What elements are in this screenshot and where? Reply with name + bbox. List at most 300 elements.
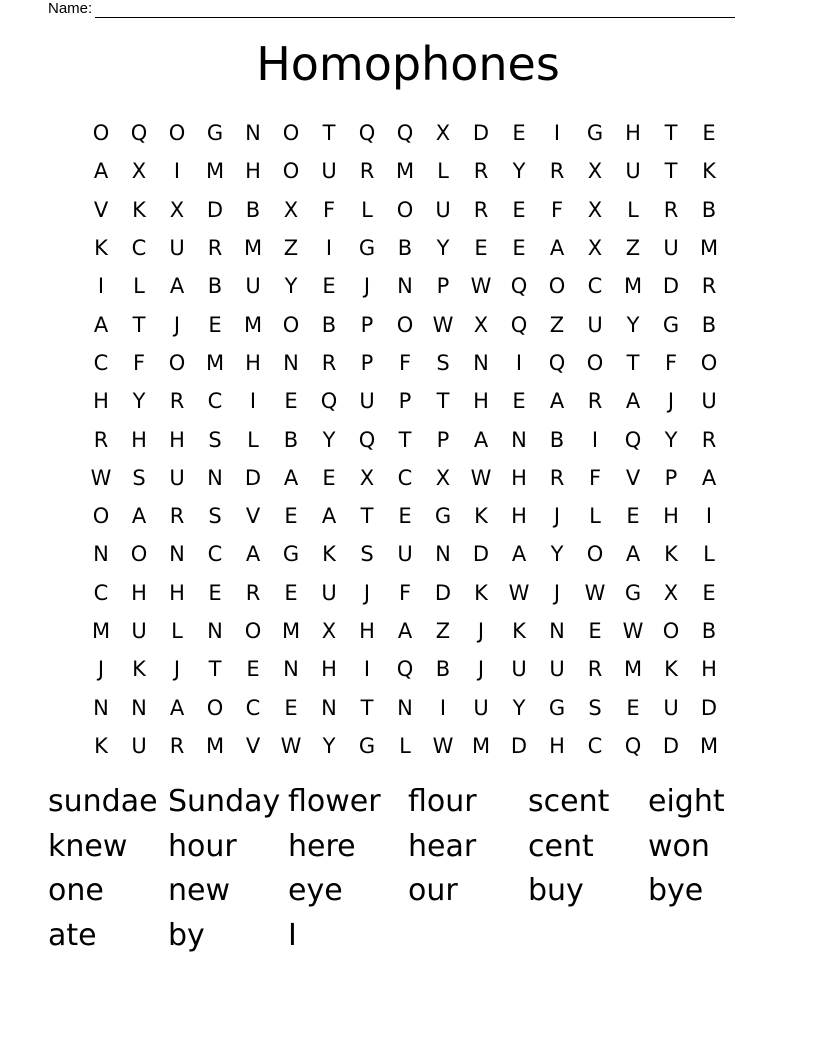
grid-letter: H <box>245 350 261 375</box>
grid-letter: U <box>131 619 147 643</box>
grid-letter: U <box>625 159 641 184</box>
grid-row <box>82 535 728 573</box>
word-list-item: flour <box>408 784 477 819</box>
grid-letter: F <box>398 350 412 375</box>
grid-letter: H <box>93 389 109 414</box>
grid-letter: L <box>627 197 639 222</box>
grid-letter: N <box>283 657 299 682</box>
grid-letter: B <box>701 619 717 643</box>
grid-letter: I <box>553 121 561 146</box>
grid-letter: Q <box>358 427 376 452</box>
grid-letter: H <box>169 580 185 605</box>
grid-letter: Y <box>322 733 336 758</box>
grid-row <box>82 114 728 152</box>
grid-letter: O <box>586 350 604 375</box>
grid-letter: B <box>435 657 451 682</box>
grid-letter: T <box>626 350 640 375</box>
grid-letter: B <box>701 197 717 222</box>
grid-letter: K <box>322 542 336 567</box>
grid-row <box>82 382 728 420</box>
grid-letter: W <box>584 580 606 605</box>
grid-letter: K <box>664 542 678 567</box>
grid-letter: R <box>549 159 565 184</box>
grid-letter: G <box>282 542 300 567</box>
grid-letter: I <box>705 504 713 529</box>
word-list-item: here <box>288 828 356 864</box>
grid-letter: T <box>208 657 222 682</box>
grid-letter: O <box>282 312 300 337</box>
grid-letter: A <box>93 159 109 184</box>
grid-row <box>82 727 728 765</box>
grid-letter: N <box>131 695 147 720</box>
grid-letter: N <box>245 121 261 146</box>
grid-letter: C <box>587 733 603 758</box>
grid-letter: A <box>397 619 413 643</box>
grid-letter: J <box>667 389 675 414</box>
grid-letter: W <box>470 274 492 299</box>
grid-letter: J <box>363 580 371 605</box>
grid-letter: U <box>549 657 565 682</box>
grid-row <box>82 688 728 726</box>
grid-letter: D <box>510 733 528 758</box>
grid-letter: G <box>624 580 642 605</box>
grid-letter: U <box>321 580 337 605</box>
name-field <box>48 0 735 18</box>
grid-letter: H <box>245 159 261 184</box>
grid-letter: K <box>474 580 488 605</box>
grid-letter: D <box>700 695 718 720</box>
grid-letter: M <box>205 159 225 184</box>
name-label: Name: <box>48 0 93 17</box>
grid-letter: C <box>245 695 261 720</box>
grid-letter: E <box>702 580 716 605</box>
grid-letter: U <box>359 389 375 414</box>
grid-letter: K <box>664 657 678 682</box>
grid-letter: D <box>206 197 224 222</box>
grid-letter: B <box>207 274 223 299</box>
grid-letter: N <box>207 465 223 490</box>
grid-letter: K <box>132 657 146 682</box>
grid-letter: N <box>473 350 489 375</box>
grid-letter: F <box>664 350 678 375</box>
grid-letter: X <box>283 197 299 222</box>
grid-letter: R <box>93 427 109 452</box>
grid-letter: V <box>245 504 261 529</box>
grid-letter: Q <box>624 427 642 452</box>
grid-letter: M <box>395 159 415 184</box>
grid-letter: G <box>206 121 224 146</box>
grid-letter: R <box>587 389 603 414</box>
grid-letter: N <box>93 542 109 567</box>
grid-letter: A <box>169 274 185 299</box>
grid-letter: Q <box>510 274 528 299</box>
grid-letter: M <box>243 236 263 261</box>
grid-letter: G <box>434 504 452 529</box>
grid-letter: R <box>701 427 717 452</box>
grid-letter: E <box>322 465 336 490</box>
grid-letter: L <box>703 542 715 567</box>
grid-letter: T <box>436 389 450 414</box>
grid-letter: Y <box>436 236 450 261</box>
grid-letter: N <box>207 619 223 643</box>
grid-letter: U <box>321 159 337 184</box>
grid-letter: B <box>701 312 717 337</box>
grid-letter: O <box>396 197 414 222</box>
grid-letter: Y <box>322 427 336 452</box>
grid-letter: A <box>625 542 641 567</box>
grid-row <box>82 574 728 612</box>
grid-letter: H <box>511 504 527 529</box>
grid-letter: R <box>473 197 489 222</box>
grid-row <box>82 459 728 497</box>
grid-letter: H <box>169 427 185 452</box>
grid-letter: U <box>511 657 527 682</box>
grid-letter: E <box>208 312 222 337</box>
grid-letter: A <box>701 465 717 490</box>
grid-letter: Y <box>626 312 640 337</box>
grid-letter: A <box>549 236 565 261</box>
word-list-item: by <box>168 917 205 953</box>
grid-letter: E <box>246 657 260 682</box>
grid-letter: X <box>321 619 337 643</box>
grid-letter: E <box>512 236 526 261</box>
grid-letter: Y <box>284 274 298 299</box>
grid-letter: N <box>511 427 527 452</box>
grid-letter: D <box>244 465 262 490</box>
grid-letter: B <box>245 197 261 222</box>
grid-letter: A <box>549 389 565 414</box>
word-list-item: sundae <box>48 784 158 819</box>
grid-letter: N <box>283 350 299 375</box>
grid-letter: H <box>663 504 679 529</box>
grid-letter: F <box>588 465 602 490</box>
grid-letter: P <box>360 312 374 337</box>
grid-letter: O <box>586 542 604 567</box>
grid-letter: E <box>512 121 526 146</box>
grid-letter: K <box>94 733 108 758</box>
grid-letter: I <box>439 695 447 720</box>
grid-letter: I <box>173 159 181 184</box>
grid-letter: B <box>283 427 299 452</box>
grid-row <box>82 267 728 305</box>
grid-letter: W <box>432 733 454 758</box>
word-list-item: won <box>648 828 710 864</box>
grid-letter: J <box>97 657 105 682</box>
grid-letter: P <box>398 389 412 414</box>
grid-letter: Y <box>550 542 564 567</box>
page-title: Homophones <box>256 37 560 91</box>
grid-letter: N <box>321 695 337 720</box>
grid-letter: X <box>587 236 603 261</box>
grid-letter: H <box>131 427 147 452</box>
word-list-item: buy <box>528 873 584 908</box>
grid-letter: A <box>283 465 299 490</box>
grid-letter: O <box>396 312 414 337</box>
grid-letter: W <box>90 465 112 490</box>
grid-letter: C <box>207 542 223 567</box>
grid-letter: E <box>512 389 526 414</box>
grid-letter: P <box>436 274 450 299</box>
grid-letter: M <box>471 733 491 758</box>
grid-letter: E <box>512 197 526 222</box>
grid-letter: M <box>281 619 301 643</box>
grid-letter: O <box>282 159 300 184</box>
grid-letter: M <box>91 619 111 643</box>
grid-row <box>82 344 728 382</box>
grid-letter: E <box>626 504 640 529</box>
grid-row <box>82 497 728 535</box>
grid-letter: H <box>359 619 375 643</box>
grid-letter: I <box>591 427 599 452</box>
grid-letter: R <box>587 657 603 682</box>
grid-letter: H <box>321 657 337 682</box>
grid-letter: O <box>282 121 300 146</box>
grid-letter: F <box>398 580 412 605</box>
grid-letter: Q <box>396 657 414 682</box>
grid-letter: X <box>587 159 603 184</box>
grid-letter: O <box>168 121 186 146</box>
word-list-item: scent <box>528 784 610 819</box>
grid-letter: Y <box>512 695 526 720</box>
grid-letter: W <box>622 619 644 643</box>
grid-letter: F <box>322 197 336 222</box>
grid-letter: G <box>358 236 376 261</box>
word-list-item: cent <box>528 828 594 864</box>
grid-letter: B <box>321 312 337 337</box>
grid-letter: N <box>435 542 451 567</box>
grid-letter: T <box>398 427 412 452</box>
grid-letter: Z <box>549 312 565 337</box>
grid-letter: O <box>662 619 680 643</box>
word-list-item: one <box>48 873 104 908</box>
grid-letter: U <box>663 695 679 720</box>
grid-row <box>82 420 728 458</box>
grid-letter: C <box>397 465 413 490</box>
grid-letter: C <box>93 580 109 605</box>
grid-row <box>82 612 728 650</box>
grid-letter: M <box>699 236 719 261</box>
grid-letter: X <box>359 465 375 490</box>
grid-letter: J <box>363 274 371 299</box>
grid-letter: R <box>359 159 375 184</box>
grid-letter: Z <box>625 236 641 261</box>
grid-letter: W <box>280 733 302 758</box>
grid-letter: P <box>436 427 450 452</box>
grid-letter: R <box>169 504 185 529</box>
grid-letter: K <box>474 504 488 529</box>
grid-letter: E <box>398 504 412 529</box>
grid-row <box>82 152 728 190</box>
grid-letter: A <box>625 389 641 414</box>
grid-letter: Y <box>664 427 678 452</box>
word-list-item: ate <box>48 917 97 953</box>
grid-letter: L <box>589 504 601 529</box>
grid-letter: M <box>243 312 263 337</box>
grid-letter: V <box>625 465 641 490</box>
grid-letter: C <box>93 350 109 375</box>
grid-letter: O <box>92 121 110 146</box>
grid-letter: S <box>208 427 222 452</box>
grid-letter: X <box>169 197 185 222</box>
grid-letter: E <box>474 236 488 261</box>
grid-letter: U <box>245 274 261 299</box>
grid-letter: K <box>132 197 146 222</box>
grid-letter: U <box>473 695 489 720</box>
grid-letter: X <box>663 580 679 605</box>
grid-letter: V <box>245 733 261 758</box>
grid-letter: Q <box>320 389 338 414</box>
grid-letter: O <box>548 274 566 299</box>
grid-letter: F <box>132 350 146 375</box>
grid-letter: O <box>244 619 262 643</box>
grid-letter: H <box>473 389 489 414</box>
grid-letter: U <box>397 542 413 567</box>
grid-letter: O <box>206 695 224 720</box>
grid-letter: Y <box>132 389 146 414</box>
grid-letter: U <box>169 236 185 261</box>
grid-letter: O <box>168 350 186 375</box>
grid-letter: I <box>325 236 333 261</box>
grid-letter: W <box>432 312 454 337</box>
grid-letter: W <box>470 465 492 490</box>
grid-letter: L <box>133 274 145 299</box>
grid-letter: G <box>548 695 566 720</box>
grid-letter: L <box>247 427 259 452</box>
grid-letter: V <box>93 197 109 222</box>
grid-letter: U <box>169 465 185 490</box>
grid-letter: M <box>205 350 225 375</box>
grid-letter: G <box>586 121 604 146</box>
grid-letter: R <box>549 465 565 490</box>
grid-letter: W <box>508 580 530 605</box>
letter-grid <box>82 114 728 765</box>
grid-letter: I <box>363 657 371 682</box>
grid-letter: O <box>92 504 110 529</box>
grid-letter: T <box>360 504 374 529</box>
grid-letter: D <box>472 121 490 146</box>
grid-letter: K <box>94 236 108 261</box>
grid-letter: H <box>131 580 147 605</box>
grid-letter: L <box>399 733 411 758</box>
grid-letter: K <box>512 619 526 643</box>
word-list-item: eight <box>648 784 725 819</box>
word-list-item: Sunday <box>168 784 281 819</box>
grid-letter: J <box>477 619 485 643</box>
grid-letter: M <box>205 733 225 758</box>
word-list-item: our <box>408 873 458 908</box>
grid-letter: X <box>435 121 451 146</box>
word-list-item: hear <box>408 828 477 864</box>
word-list-item: knew <box>48 828 128 864</box>
grid-letter: E <box>322 274 336 299</box>
grid-letter: A <box>245 542 261 567</box>
grid-letter: H <box>511 465 527 490</box>
grid-letter: D <box>472 542 490 567</box>
grid-letter: Q <box>396 121 414 146</box>
grid-letter: E <box>284 389 298 414</box>
grid-letter: J <box>477 657 485 682</box>
grid-letter: N <box>397 274 413 299</box>
grid-letter: C <box>587 274 603 299</box>
grid-letter: U <box>587 312 603 337</box>
grid-letter: L <box>361 197 373 222</box>
grid-letter: S <box>436 350 450 375</box>
grid-letter: C <box>131 236 147 261</box>
grid-letter: S <box>208 504 222 529</box>
grid-letter: S <box>132 465 146 490</box>
grid-row <box>82 229 728 267</box>
grid-letter: R <box>245 580 261 605</box>
grid-letter: R <box>473 159 489 184</box>
grid-letter: Z <box>283 236 299 261</box>
grid-letter: K <box>702 159 716 184</box>
grid-letter: X <box>473 312 489 337</box>
grid-letter: Q <box>624 733 642 758</box>
grid-letter: U <box>701 389 717 414</box>
grid-letter: J <box>553 580 561 605</box>
grid-letter: B <box>397 236 413 261</box>
grid-letter: I <box>97 274 105 299</box>
grid-letter: I <box>249 389 257 414</box>
grid-letter: U <box>131 733 147 758</box>
grid-letter: G <box>662 312 680 337</box>
grid-letter: R <box>321 350 337 375</box>
grid-letter: Z <box>435 619 451 643</box>
grid-letter: A <box>93 312 109 337</box>
word-list-item: eye <box>288 873 343 908</box>
word-list-item: I <box>288 917 297 953</box>
grid-letter: E <box>208 580 222 605</box>
grid-letter: E <box>702 121 716 146</box>
name-blank-line <box>95 3 735 18</box>
grid-letter: R <box>663 197 679 222</box>
grid-letter: M <box>623 657 643 682</box>
grid-letter: J <box>173 657 181 682</box>
grid-letter: U <box>435 197 451 222</box>
grid-letter: S <box>360 542 374 567</box>
grid-letter: E <box>588 619 602 643</box>
grid-letter: E <box>284 504 298 529</box>
grid-letter: Q <box>510 312 528 337</box>
grid-row <box>82 191 728 229</box>
grid-letter: H <box>701 657 717 682</box>
grid-letter: A <box>131 504 147 529</box>
grid-letter: Q <box>130 121 148 146</box>
word-list-item: flower <box>288 784 381 819</box>
grid-letter: E <box>626 695 640 720</box>
grid-letter: D <box>434 580 452 605</box>
grid-letter: M <box>623 274 643 299</box>
grid-letter: O <box>700 350 718 375</box>
grid-row <box>82 650 728 688</box>
grid-letter: O <box>130 542 148 567</box>
grid-letter: T <box>132 312 146 337</box>
grid-letter: N <box>93 695 109 720</box>
grid-row <box>82 305 728 343</box>
grid-letter: X <box>131 159 147 184</box>
grid-letter: A <box>321 504 337 529</box>
grid-letter: Q <box>548 350 566 375</box>
grid-letter: B <box>549 427 565 452</box>
grid-letter: A <box>169 695 185 720</box>
word-list-item: bye <box>648 873 704 908</box>
grid-letter: R <box>169 733 185 758</box>
grid-letter: G <box>358 733 376 758</box>
word-list-item: hour <box>168 828 237 864</box>
grid-letter: T <box>360 695 374 720</box>
grid-letter: M <box>699 733 719 758</box>
grid-letter: N <box>397 695 413 720</box>
